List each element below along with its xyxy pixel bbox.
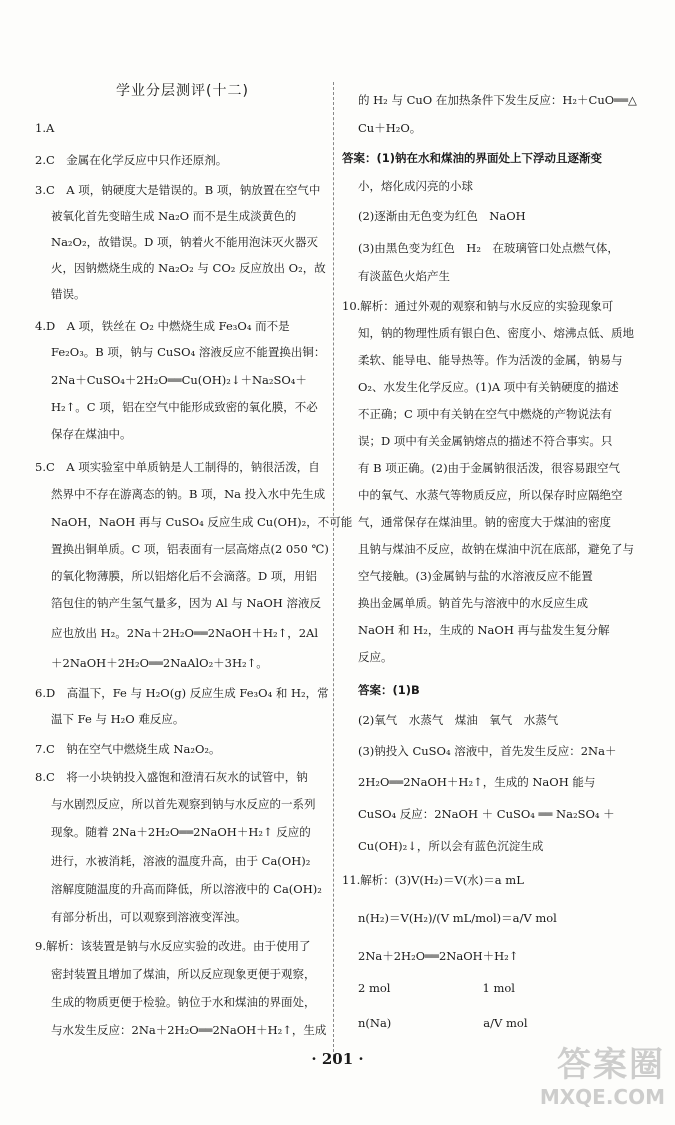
- answer-line: 不正确；C 项中有关钠在空气中燃烧的产物说法有: [358, 407, 612, 421]
- answer-line: 知，钠的物理性质有银白色、密度小、熔沸点低、质地: [358, 326, 634, 340]
- answer-line: (2)氧气 水蒸气 煤油 氧气 水蒸气: [358, 713, 559, 727]
- answer-line: 2Na＋2H₂O══2NaOH＋H₂↑: [358, 949, 519, 963]
- answer-line: 密封装置且增加了煤油，所以反应现象更便于观察，: [51, 967, 316, 981]
- answer-line: 箔包住的钠产生氢气量多，因为 Al 与 NaOH 溶液反: [51, 596, 321, 610]
- answer-line: 2 mol 1 mol: [358, 981, 515, 995]
- answer-line: 生成的物质更便于检验。钠位于水和煤油的界面处，: [51, 995, 316, 1009]
- watermark-url: MXQE.COM: [539, 1085, 665, 1109]
- answer-line: 然界中不存在游离态的钠。B 项，Na 投入水中先生成: [51, 487, 326, 501]
- answer-line: 3.C A 项，钠硬度大是错误的。B 项，钠放置在空气中: [35, 183, 321, 197]
- answer-line: (3)由黑色变为红色 H₂ 在玻璃管口处点燃气体，: [358, 241, 619, 255]
- answer-line: 保存在煤油中。: [51, 427, 132, 441]
- answer-line: Na₂O₂，故错误。D 项，钠着火不能用泡沫灭火器灭: [51, 235, 318, 249]
- answer-line: 小，熔化成闪亮的小球: [358, 179, 473, 193]
- answer-line: 的 H₂ 与 CuO 在加热条件下发生反应：H₂＋CuO══△: [358, 93, 637, 107]
- answer-line: 答案：(1)钠在水和煤油的界面处上下浮动且逐渐变: [342, 151, 603, 165]
- answer-line: 1.A: [35, 121, 55, 135]
- answer-line: 且钠与煤油不反应，故钠在煤油中沉在底部，避免了与: [358, 542, 634, 556]
- answer-line: NaOH 和 H₂，生成的 NaOH 再与盐发生复分解: [358, 623, 610, 637]
- answer-line: 火，因钠燃烧生成的 Na₂O₂ 与 CO₂ 反应放出 O₂，故: [51, 261, 326, 275]
- answer-line: NaOH，NaOH 再与 CuSO₄ 反应生成 Cu(OH)₂，不可能: [51, 515, 353, 529]
- answer-line: 有部分析出，可以观察到溶液变浑浊。: [51, 910, 247, 924]
- answer-line: (2)逐渐由无色变为红色 NaOH: [358, 209, 526, 223]
- column-divider: [333, 82, 334, 1057]
- answer-line: 4.D A 项，铁丝在 O₂ 中燃烧生成 Fe₃O₄ 而不是: [35, 319, 290, 333]
- answer-line: CuSO₄ 反应：2NaOH ＋ CuSO₄ ══ Na₂SO₄ ＋: [358, 807, 615, 821]
- answer-line: Cu＋H₂O。: [358, 121, 422, 135]
- answer-line: 2Na＋CuSO₄＋2H₂O══Cu(OH)₂↓＋Na₂SO₄＋: [51, 373, 307, 387]
- answer-line: H₂↑。C 项，铝在空气中能形成致密的氧化膜，不必: [51, 400, 318, 414]
- answer-line: 11.解析：(3)V(H₂)＝V(水)＝a mL: [342, 873, 524, 887]
- answer-line: 2.C 金属在化学反应中只作还原剂。: [35, 153, 228, 167]
- answer-line: 10.解析：通过外观的观察和钠与水反应的实验现象可: [342, 299, 614, 313]
- answer-line: 应也放出 H₂。2Na＋2H₂O══2NaOH＋H₂↑，2Al: [51, 626, 319, 640]
- answer-line: 被氧化首先变暗生成 Na₂O 而不是生成淡黄色的: [51, 209, 297, 223]
- answer-line: ＋2NaOH＋2H₂O══2NaAlO₂＋3H₂↑。: [51, 656, 268, 670]
- answer-line: 反应。: [358, 650, 393, 664]
- page-title: 学业分层测评(十二): [116, 83, 249, 99]
- answer-line: 误；D 项中有关金属钠熔点的描述不符合事实。只: [358, 434, 613, 448]
- answer-line: 与水发生反应：2Na＋2H₂O══2NaOH＋H₂↑，生成: [51, 1023, 327, 1037]
- answer-line: 中的氧气、水蒸气等物质反应，所以保存时应隔绝空: [358, 488, 623, 502]
- answer-line: 有淡蓝色火焰产生: [358, 269, 450, 283]
- answer-line: (3)钠投入 CuSO₄ 溶液中，首先发生反应：2Na＋: [358, 744, 617, 758]
- answer-line: 置换出铜单质。C 项，铝表面有一层高熔点(2 050 ℃): [51, 542, 329, 556]
- answer-line: 柔软、能导电、能导热等。作为活泼的金属，钠易与: [358, 353, 623, 367]
- answer-line: n(Na) a/V mol: [358, 1016, 528, 1030]
- answer-line: 有 B 项正确。(2)由于金属钠很活泼，很容易跟空气: [358, 461, 621, 475]
- answer-line: 8.C 将一小块钠投入盛饱和澄清石灰水的试管中，钠: [35, 770, 308, 784]
- answer-line: Cu(OH)₂↓，所以会有蓝色沉淀生成: [358, 839, 544, 853]
- answer-line: 5.C A 项实验室中单质钠是人工制得的，钠很活泼，自: [35, 460, 320, 474]
- answer-line: 进行，水被消耗，溶液的温度升高，由于 Ca(OH)₂: [51, 854, 311, 868]
- answer-line: 现象。随着 2Na＋2H₂O══2NaOH＋H₂↑ 反应的: [51, 825, 311, 839]
- page-number: · 201 ·: [311, 1050, 364, 1068]
- answer-line: 温下 Fe 与 H₂O 难反应。: [51, 712, 185, 726]
- answer-line: O₂、水发生化学反应。(1)A 项中有关钠硬度的描述: [358, 380, 619, 394]
- answer-line: 错误。: [51, 287, 86, 301]
- answer-line: 6.D 高温下，Fe 与 H₂O(g) 反应生成 Fe₃O₄ 和 H₂，常: [35, 686, 329, 700]
- watermark-logo: [515, 1037, 665, 1117]
- watermark-text: 答案圈: [557, 1045, 665, 1085]
- answer-line: 2H₂O══2NaOH＋H₂↑，生成的 NaOH 能与: [358, 775, 596, 789]
- answer-line: 9.解析：该装置是钠与水反应实验的改进。由于使用了: [35, 939, 311, 953]
- answer-line: 换出金属单质。钠首先与溶液中的水反应生成: [358, 596, 588, 610]
- answer-line: 7.C 钠在空气中燃烧生成 Na₂O₂。: [35, 742, 221, 756]
- answer-line: Fe₂O₃。B 项，钠与 CuSO₄ 溶液反应不能置换出铜：: [51, 345, 326, 359]
- answer-line: 答案：(1)B: [358, 683, 420, 697]
- answer-line: 空气接触。(3)金属钠与盐的水溶液反应不能置: [358, 569, 593, 583]
- answer-line: 与水剧烈反应，所以首先观察到钠与水反应的一系列: [51, 797, 316, 811]
- answer-line: 气，通常保存在煤油里。钠的密度大于煤油的密度: [358, 515, 611, 529]
- answer-line: n(H₂)＝V(H₂)/(V mL/mol)＝a/V mol: [358, 911, 557, 925]
- answer-line: 溶解度随温度的升高而降低，所以溶液中的 Ca(OH)₂: [51, 882, 322, 896]
- answer-line: 的氧化物薄膜，所以铝熔化后不会滴落。D 项，用铝: [51, 569, 317, 583]
